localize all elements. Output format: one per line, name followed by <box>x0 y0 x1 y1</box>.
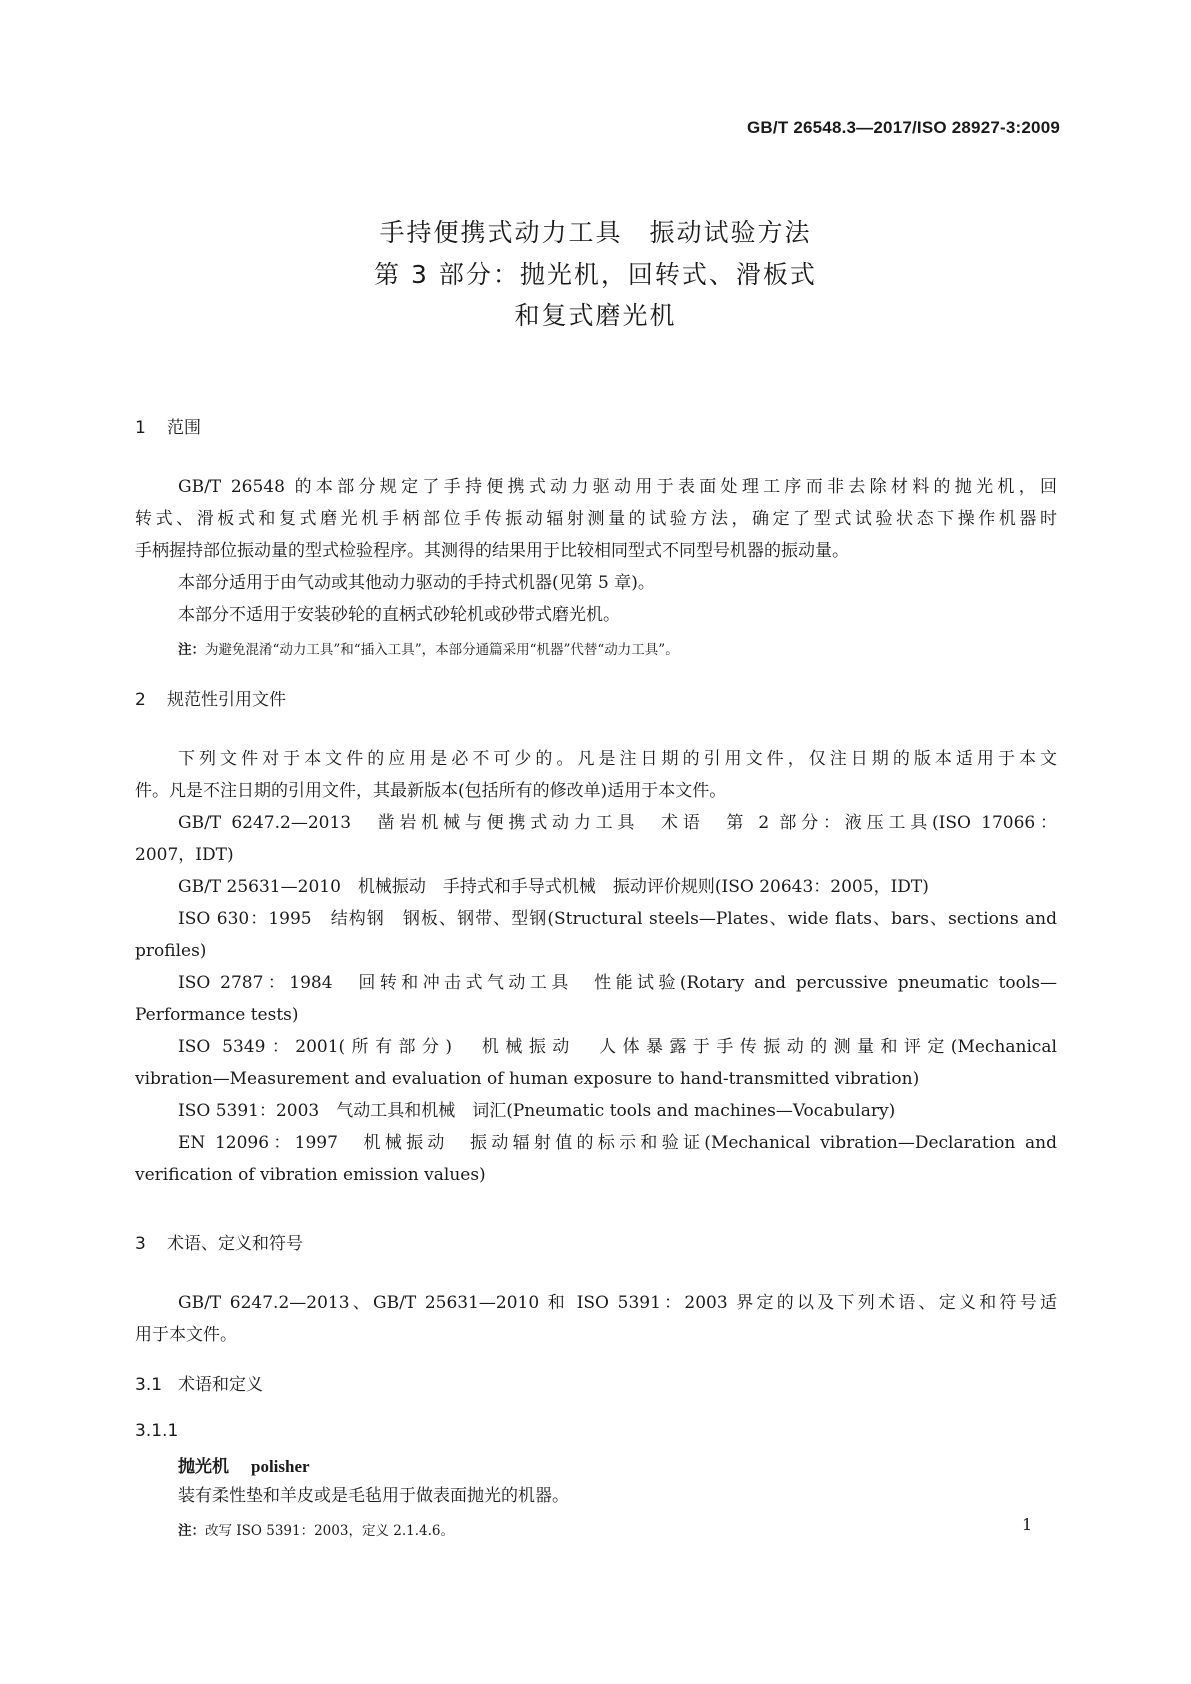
title-line-2: 第 3 部分：抛光机，回转式、滑板式 <box>374 260 817 289</box>
reference-iso-630-cont: profiles) <box>135 941 207 961</box>
reference-en-12096-cont: verification of vibration emission values) <box>135 1165 486 1185</box>
standard-number: GB/T 26548.3—2017/ISO 28927-3:2009 <box>747 118 1060 137</box>
scope-applicable: 本部分适用于由气动或其他动力驱动的手持式机器(见第 5 章)。 <box>178 573 655 593</box>
term-entry <box>178 1452 310 1477</box>
reference-iso-5349: ISO 5349：2001(所有部分) 机械振动 人体暴露于手传振动的测量和评定(Mechanical <box>178 1037 1057 1057</box>
term-chinese: 抛光机 <box>178 1457 229 1477</box>
page-number: 1 <box>1022 1515 1033 1534</box>
note-label: 注： <box>178 642 205 658</box>
scope-line-1: GB/T 26548 的本部分规定了手持便携式动力驱动用于表面处理工序而非去除材料的抛光机，回 <box>178 477 1057 497</box>
term-note <box>178 1519 454 1539</box>
note-label: 注： <box>178 1523 205 1539</box>
section-2-heading <box>135 685 286 710</box>
reference-gbt-6247: GB/T 6247.2—2013 凿岩机械与便携式动力工具 术语 第 2 部分：液压工具(ISO 17066： <box>178 813 1057 833</box>
section-number: 1 <box>135 418 146 438</box>
scope-line-3: 手柄握持部位振动量的型式检验程序。其测得的结果用于比较相同型式不同型号机器的振动量。 <box>135 541 849 561</box>
refs-intro-line-1: 下列文件对于本文件的应用是必不可少的。凡是注日期的引用文件，仅注日期的版本适用于本文 <box>178 749 1057 769</box>
refs-intro-line-2: 件。凡是不注日期的引用文件，其最新版本(包括所有的修改单)适用于本文件。 <box>135 781 727 801</box>
term-number: 3.1.1 <box>135 1421 179 1441</box>
section-3-heading <box>135 1229 303 1254</box>
title-line-3: 和复式磨光机 <box>514 301 677 330</box>
reference-iso-630: ISO 630：1995 结构钢 钢板、钢带、型钢(Structural steels—Plates、wide flats、bars、sections and <box>178 909 1057 929</box>
terms-intro-line-1: GB/T 6247.2—2013、GB/T 25631—2010 和 ISO 5391：2003 界定的以及下列术语、定义和符号适 <box>178 1293 1057 1313</box>
reference-iso-2787-cont: Performance tests) <box>135 1005 299 1025</box>
subsection-title: 术语和定义 <box>178 1375 263 1395</box>
section-1-heading <box>135 413 201 438</box>
scope-not-applicable: 本部分不适用于安装砂轮的直柄式砂轮机或砂带式磨光机。 <box>178 605 620 625</box>
reference-gbt-25631: GB/T 25631—2010 机械振动 手持式和手导式机械 振动评价规则(ISO 20643：2005，IDT) <box>178 877 929 897</box>
reference-gbt-6247-cont: 2007，IDT) <box>135 845 234 865</box>
subsection-3-1-heading <box>135 1370 263 1395</box>
terms-intro-line-2: 用于本文件。 <box>135 1325 237 1345</box>
section-title: 范围 <box>167 418 201 438</box>
note-text: 改写 ISO 5391：2003，定义 2.1.4.6。 <box>205 1523 454 1539</box>
scope-note <box>178 638 679 658</box>
reference-iso-5391: ISO 5391：2003 气动工具和机械 词汇(Pneumatic tools and machines—Vocabulary) <box>178 1101 896 1121</box>
section-title: 术语、定义和符号 <box>167 1234 303 1254</box>
section-number: 3 <box>135 1234 146 1254</box>
subsection-number: 3.1 <box>135 1375 163 1395</box>
title-line-1: 手持便携式动力工具 振动试验方法 <box>379 218 812 247</box>
note-text: 为避免混淆“动力工具”和“插入工具”，本部分通篇采用“机器”代替“动力工具”。 <box>205 642 679 658</box>
term-english: polisher <box>251 1457 310 1476</box>
reference-iso-5349-cont: vibration—Measurement and evaluation of human exposure to hand-transmitted vibration) <box>135 1069 920 1089</box>
section-title: 规范性引用文件 <box>167 690 286 710</box>
reference-iso-2787: ISO 2787：1984 回转和冲击式气动工具 性能试验(Rotary and percussive pneumatic tools— <box>178 973 1057 993</box>
section-number: 2 <box>135 690 146 710</box>
reference-en-12096: EN 12096：1997 机械振动 振动辐射值的标示和验证(Mechanical vibration—Declaration and <box>178 1133 1057 1153</box>
scope-line-2: 转式、滑板式和复式磨光机手柄部位手传振动辐射测量的试验方法，确定了型式试验状态下操作机器时 <box>135 509 1057 529</box>
term-definition: 装有柔性垫和羊皮或是毛毡用于做表面抛光的机器。 <box>178 1486 569 1506</box>
